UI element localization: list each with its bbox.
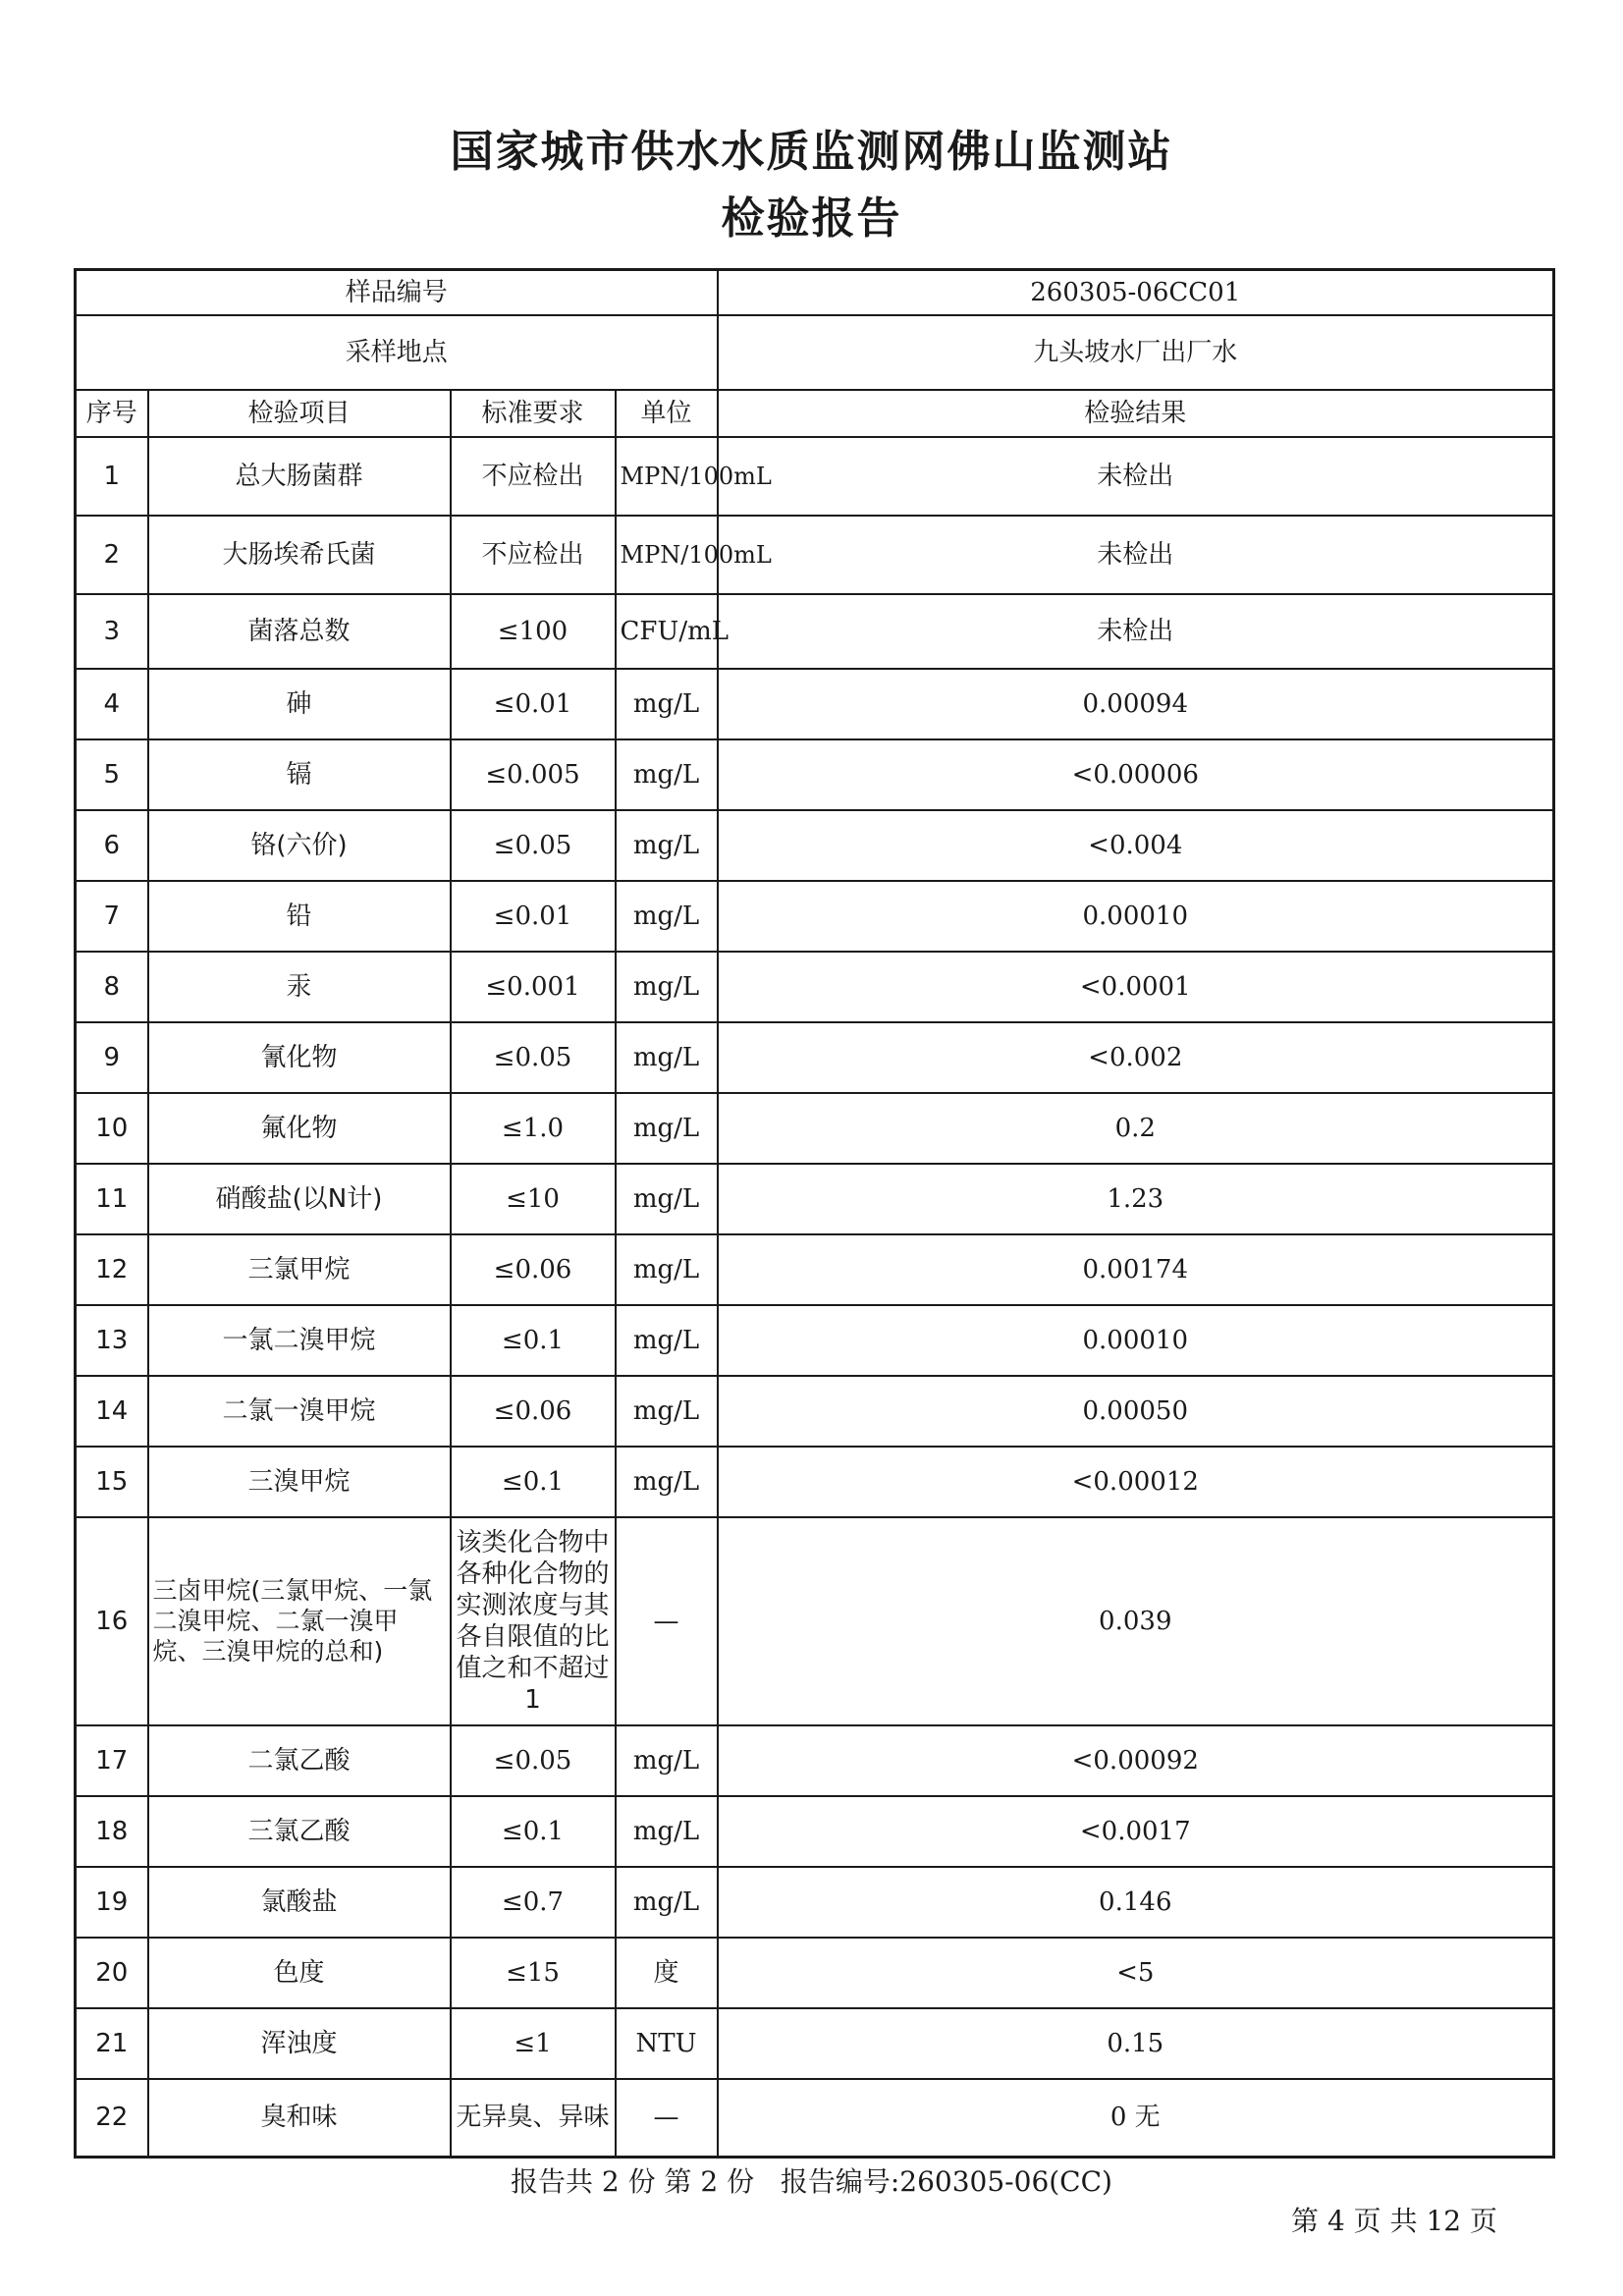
row-number: 20 [76, 1938, 148, 2008]
table-row [76, 2079, 1554, 2158]
test-result: 0.00174 [718, 1234, 1554, 1305]
test-result: <0.002 [718, 1022, 1554, 1093]
header-requirement: 标准要求 [451, 390, 616, 437]
test-item: 三卤甲烷(三氯甲烷、一氯二溴甲烷、二氯一溴甲烷、三溴甲烷的总和) [148, 1517, 451, 1725]
standard-requirement: ≤10 [451, 1164, 616, 1234]
location-value: 九头坡水厂出厂水 [718, 315, 1554, 390]
table-row [76, 810, 1554, 881]
row-number: 5 [76, 739, 148, 810]
test-result: 0 无 [718, 2079, 1554, 2158]
test-result: 未检出 [718, 437, 1554, 516]
row-number: 4 [76, 669, 148, 739]
row-number: 12 [76, 1234, 148, 1305]
location-label: 采样地点 [76, 315, 718, 390]
standard-requirement: ≤0.1 [451, 1305, 616, 1376]
standard-requirement: ≤0.1 [451, 1796, 616, 1867]
row-number: 13 [76, 1305, 148, 1376]
table-row [76, 1517, 1554, 1725]
table-row [76, 2008, 1554, 2079]
standard-requirement: ≤0.05 [451, 1022, 616, 1093]
test-result: 0.00050 [718, 1376, 1554, 1447]
test-result: <0.004 [718, 810, 1554, 881]
header-no: 序号 [76, 390, 148, 437]
unit: — [616, 1517, 718, 1725]
row-number: 10 [76, 1093, 148, 1164]
row-number: 15 [76, 1447, 148, 1517]
test-item: 氰化物 [148, 1022, 451, 1093]
table-row [76, 594, 1554, 669]
unit: mg/L [616, 810, 718, 881]
table-row [76, 952, 1554, 1022]
test-item: 色度 [148, 1938, 451, 2008]
standard-requirement: ≤0.005 [451, 739, 616, 810]
unit: mg/L [616, 881, 718, 952]
test-item: 氟化物 [148, 1093, 451, 1164]
unit: mg/L [616, 952, 718, 1022]
test-result: 0.15 [718, 2008, 1554, 2079]
standard-requirement: ≤0.01 [451, 881, 616, 952]
unit: CFU/mL [616, 594, 718, 669]
test-item: 汞 [148, 952, 451, 1022]
test-item: 铅 [148, 881, 451, 952]
sample-no-row [76, 270, 1554, 315]
standard-requirement: ≤0.001 [451, 952, 616, 1022]
unit: mg/L [616, 1164, 718, 1234]
table-row [76, 516, 1554, 594]
table-row [76, 437, 1554, 516]
report-copy-footer: 报告共 2 份 第 2 份 报告编号:260305-06(CC) [511, 2165, 1112, 2198]
row-number: 3 [76, 594, 148, 669]
test-item: 三氯乙酸 [148, 1796, 451, 1867]
row-number: 8 [76, 952, 148, 1022]
test-item: 砷 [148, 669, 451, 739]
unit: NTU [616, 2008, 718, 2079]
test-item: 浑浊度 [148, 2008, 451, 2079]
test-result: 1.23 [718, 1164, 1554, 1234]
test-result: <0.0017 [718, 1796, 1554, 1867]
table-row [76, 1093, 1554, 1164]
header-result: 检验结果 [718, 390, 1554, 437]
unit: mg/L [616, 669, 718, 739]
test-result: 未检出 [718, 594, 1554, 669]
standard-requirement: ≤0.1 [451, 1447, 616, 1517]
unit: MPN/100mL [616, 516, 718, 594]
table-row [76, 1022, 1554, 1093]
row-number: 1 [76, 437, 148, 516]
table-row [76, 1447, 1554, 1517]
test-result: 0.00094 [718, 669, 1554, 739]
test-item: 二氯一溴甲烷 [148, 1376, 451, 1447]
table-row [76, 1938, 1554, 2008]
table-row [76, 881, 1554, 952]
test-item: 一氯二溴甲烷 [148, 1305, 451, 1376]
row-number: 9 [76, 1022, 148, 1093]
test-item: 氯酸盐 [148, 1867, 451, 1938]
test-result: 0.146 [718, 1867, 1554, 1938]
test-item: 三溴甲烷 [148, 1447, 451, 1517]
test-item: 大肠埃希氏菌 [148, 516, 451, 594]
row-number: 19 [76, 1867, 148, 1938]
test-result: <5 [718, 1938, 1554, 2008]
page-number: 第 4 页 共 12 页 [1291, 2205, 1497, 2237]
test-result: 0.00010 [718, 1305, 1554, 1376]
standard-requirement: ≤0.01 [451, 669, 616, 739]
unit: mg/L [616, 1022, 718, 1093]
standard-requirement: ≤1.0 [451, 1093, 616, 1164]
row-number: 2 [76, 516, 148, 594]
unit: MPN/100mL [616, 437, 718, 516]
header-row [76, 390, 1554, 437]
row-number: 22 [76, 2079, 148, 2158]
header-unit: 单位 [616, 390, 718, 437]
test-result: 0.039 [718, 1517, 1554, 1725]
test-result: <0.0001 [718, 952, 1554, 1022]
row-number: 18 [76, 1796, 148, 1867]
standard-requirement: ≤0.7 [451, 1867, 616, 1938]
standard-requirement: ≤1 [451, 2008, 616, 2079]
unit: mg/L [616, 1093, 718, 1164]
test-item: 镉 [148, 739, 451, 810]
standard-requirement: ≤0.05 [451, 810, 616, 881]
test-item: 臭和味 [148, 2079, 451, 2158]
table-row [76, 1796, 1554, 1867]
row-number: 11 [76, 1164, 148, 1234]
test-item: 菌落总数 [148, 594, 451, 669]
unit: 度 [616, 1938, 718, 2008]
sample-no-label: 样品编号 [76, 270, 718, 315]
standard-requirement: ≤100 [451, 594, 616, 669]
location-row [76, 315, 1554, 390]
table-row [76, 1725, 1554, 1796]
standard-requirement: ≤0.06 [451, 1376, 616, 1447]
test-result: 0.00010 [718, 881, 1554, 952]
table-row [76, 1305, 1554, 1376]
test-result: 未检出 [718, 516, 1554, 594]
row-number: 17 [76, 1725, 148, 1796]
results-table [74, 268, 1555, 2159]
test-item: 二氯乙酸 [148, 1725, 451, 1796]
report-title: 国家城市供水水质监测网佛山监测站 [450, 127, 1173, 177]
standard-requirement: 无异臭、异味 [451, 2079, 616, 2158]
table-row [76, 669, 1554, 739]
row-number: 16 [76, 1517, 148, 1725]
test-result: <0.00006 [718, 739, 1554, 810]
table-row [76, 1234, 1554, 1305]
standard-requirement: 不应检出 [451, 437, 616, 516]
standard-requirement: ≤15 [451, 1938, 616, 2008]
unit: mg/L [616, 1305, 718, 1376]
report-subtitle: 检验报告 [721, 193, 902, 244]
table-row [76, 739, 1554, 810]
test-item: 铬(六价) [148, 810, 451, 881]
row-number: 14 [76, 1376, 148, 1447]
row-number: 21 [76, 2008, 148, 2079]
unit: — [616, 2079, 718, 2158]
unit: mg/L [616, 739, 718, 810]
test-result: <0.00012 [718, 1447, 1554, 1517]
unit: mg/L [616, 1725, 718, 1796]
test-result: <0.00092 [718, 1725, 1554, 1796]
test-item: 硝酸盐(以N计) [148, 1164, 451, 1234]
unit: mg/L [616, 1867, 718, 1938]
test-item: 总大肠菌群 [148, 437, 451, 516]
standard-requirement: ≤0.05 [451, 1725, 616, 1796]
standard-requirement: 该类化合物中各种化合物的实测浓度与其各自限值的比值之和不超过1 [451, 1517, 616, 1725]
sample-no-value: 260305-06CC01 [718, 270, 1554, 315]
standard-requirement: 不应检出 [451, 516, 616, 594]
table-row [76, 1376, 1554, 1447]
test-item: 三氯甲烷 [148, 1234, 451, 1305]
standard-requirement: ≤0.06 [451, 1234, 616, 1305]
row-number: 7 [76, 881, 148, 952]
table-row [76, 1867, 1554, 1938]
unit: mg/L [616, 1376, 718, 1447]
row-number: 6 [76, 810, 148, 881]
test-result: 0.2 [718, 1093, 1554, 1164]
unit: mg/L [616, 1234, 718, 1305]
header-item: 检验项目 [148, 390, 451, 437]
unit: mg/L [616, 1447, 718, 1517]
table-row [76, 1164, 1554, 1234]
unit: mg/L [616, 1796, 718, 1867]
